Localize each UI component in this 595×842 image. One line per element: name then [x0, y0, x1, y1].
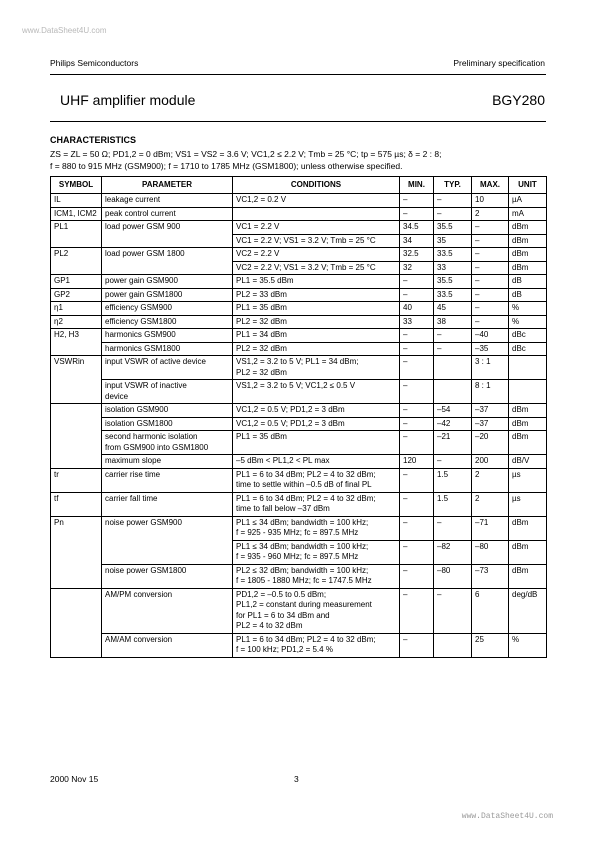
footer-date: 2000 Nov 15	[50, 774, 99, 784]
table-row	[51, 633, 547, 657]
cell-unit: dBm	[509, 564, 547, 588]
cell-typ: 35	[434, 234, 472, 248]
cell-unit: mA	[509, 207, 547, 221]
cell-parameter: AM/AM conversion	[102, 633, 233, 657]
cell-conditions: VC1 = 2.2 V; VS1 = 3.2 V; Tmb = 25 °C	[233, 234, 400, 248]
cell-conditions: VC1,2 = 0.2 V	[233, 194, 400, 208]
cell-conditions: VS1,2 = 3.2 to 5 V; VC1,2 ≤ 0.5 V	[233, 380, 400, 404]
cell-typ: 35.5	[434, 221, 472, 235]
cell-parameter: power gain GSM900	[102, 275, 233, 289]
cell-typ: –	[434, 455, 472, 469]
cell-unit: deg/dB	[509, 588, 547, 633]
watermark-bottom: www.DataSheet4U.com	[461, 812, 553, 821]
cell-unit: dB/V	[509, 455, 547, 469]
cell-unit: dB	[509, 275, 547, 289]
cell-max: 200	[472, 455, 509, 469]
cell-parameter: second harmonic isolation from GSM900 into GSM1800	[102, 431, 233, 455]
col-header-parameter: PARAMETER	[102, 177, 233, 194]
table-row	[51, 207, 547, 221]
cell-min: –	[400, 342, 434, 356]
cell-min: –	[400, 288, 434, 302]
cell-parameter: maximum slope	[102, 455, 233, 469]
cell-min: 34.5	[400, 221, 434, 235]
cell-parameter: carrier rise time	[102, 468, 233, 492]
col-header-typ: TYP.	[434, 177, 472, 194]
header-rule	[50, 74, 546, 75]
cell-unit	[509, 356, 547, 380]
col-header-max: MAX.	[472, 177, 509, 194]
table-row	[51, 275, 547, 289]
cell-max: 10	[472, 194, 509, 208]
table-row	[51, 342, 547, 356]
table-row	[51, 329, 547, 343]
cell-typ: 33	[434, 261, 472, 275]
cell-min: 33	[400, 315, 434, 329]
cell-typ: 35.5	[434, 275, 472, 289]
cell-max: 8 : 1	[472, 380, 509, 404]
cell-min: –	[400, 564, 434, 588]
cell-unit: %	[509, 633, 547, 657]
cell-max: 2	[472, 492, 509, 516]
cell-min: 32.5	[400, 248, 434, 262]
cell-unit	[509, 380, 547, 404]
table-row	[51, 380, 547, 404]
cell-conditions: PL1 = 35 dBm	[233, 431, 400, 455]
cell-max: –73	[472, 564, 509, 588]
cell-parameter: peak control current	[102, 207, 233, 221]
cell-max: 3 : 1	[472, 356, 509, 380]
cell-parameter: AM/PM conversion	[102, 588, 233, 633]
cell-min: –	[400, 540, 434, 564]
cell-conditions: VC2 = 2.2 V	[233, 248, 400, 262]
cell-max: –	[472, 261, 509, 275]
table-row	[51, 516, 547, 540]
cell-unit: dBm	[509, 248, 547, 262]
cell-conditions: PL2 ≤ 32 dBm; bandwidth = 100 kHz; f = 1805 - 1880 MHz; fc = 1747.5 MHz	[233, 564, 400, 588]
conditions-line-2: f = 880 to 915 MHz (GSM900); f = 1710 to 1785 MHz (GSM1800); unless otherwise specified.	[50, 161, 403, 171]
cell-typ	[434, 633, 472, 657]
cell-unit: µs	[509, 468, 547, 492]
cell-min: –	[400, 492, 434, 516]
cell-unit: dBc	[509, 342, 547, 356]
cell-min: –	[400, 431, 434, 455]
cell-symbol: tr	[51, 468, 102, 492]
cell-unit: µs	[509, 492, 547, 516]
cell-min: –	[400, 194, 434, 208]
cell-max: –	[472, 248, 509, 262]
cell-max: –	[472, 288, 509, 302]
cell-min: –	[400, 633, 434, 657]
cell-min: –	[400, 275, 434, 289]
cell-conditions: PL2 = 32 dBm	[233, 315, 400, 329]
cell-conditions: VC1 = 2.2 V	[233, 221, 400, 235]
cell-min: 32	[400, 261, 434, 275]
cell-conditions: PL1 = 6 to 34 dBm; PL2 = 4 to 32 dBm; time to fall below –37 dBm	[233, 492, 400, 516]
watermark-top: www.DataSheet4U.com	[22, 26, 107, 35]
cell-symbol-empty	[51, 588, 102, 657]
col-header-min: MIN.	[400, 177, 434, 194]
table-row	[51, 302, 547, 316]
cell-parameter: efficiency GSM1800	[102, 315, 233, 329]
cell-min: –	[400, 329, 434, 343]
cell-max: –71	[472, 516, 509, 540]
cell-symbol: η1	[51, 302, 102, 316]
cell-conditions: PL1 = 6 to 34 dBm; PL2 = 4 to 32 dBm; f = 100 kHz; PD1,2 = 5.4 %	[233, 633, 400, 657]
table-row	[51, 315, 547, 329]
table-row	[51, 404, 547, 418]
cell-typ: –	[434, 207, 472, 221]
cell-typ: –80	[434, 564, 472, 588]
table-row	[51, 588, 547, 633]
cell-unit: dBm	[509, 221, 547, 235]
cell-unit: dBm	[509, 234, 547, 248]
cell-unit: dBm	[509, 417, 547, 431]
cell-conditions: PD1,2 = –0.5 to 0.5 dBm; PL1,2 = constant during measurement for PL1 = 6 to 34 dBm and PL2 = 4 to 32 dBm	[233, 588, 400, 633]
cell-symbol: PL2	[51, 248, 102, 275]
cell-parameter: power gain GSM1800	[102, 288, 233, 302]
cell-parameter: input VSWR of inactive device	[102, 380, 233, 404]
cell-typ: 1.5	[434, 492, 472, 516]
cell-conditions: PL1 = 35.5 dBm	[233, 275, 400, 289]
table-row	[51, 492, 547, 516]
cell-symbol: Pn	[51, 516, 102, 588]
cell-symbol: PL1	[51, 221, 102, 248]
cell-conditions: VS1,2 = 3.2 to 5 V; PL1 = 34 dBm; PL2 = 32 dBm	[233, 356, 400, 380]
cell-max: –	[472, 315, 509, 329]
cell-parameter: isolation GSM900	[102, 404, 233, 418]
cell-min: –	[400, 207, 434, 221]
cell-unit: dBc	[509, 329, 547, 343]
cell-symbol: η2	[51, 315, 102, 329]
cell-typ: 33.5	[434, 288, 472, 302]
cell-max: –	[472, 275, 509, 289]
cell-conditions: PL2 = 32 dBm	[233, 342, 400, 356]
footer-page-number: 3	[294, 774, 299, 784]
table-header-row	[51, 177, 547, 194]
cell-conditions: PL1 ≤ 34 dBm; bandwidth = 100 kHz; f = 935 - 960 MHz; fc = 897.5 MHz	[233, 540, 400, 564]
table-row	[51, 356, 547, 380]
cell-symbol: ICM1, ICM2	[51, 207, 102, 221]
table-row	[51, 248, 547, 262]
cell-parameter: leakage current	[102, 194, 233, 208]
cell-typ: 38	[434, 315, 472, 329]
cell-typ: –	[434, 194, 472, 208]
cell-parameter: load power GSM 1800	[102, 248, 233, 275]
cell-conditions: VC1,2 = 0.5 V; PD1,2 = 3 dBm	[233, 404, 400, 418]
cell-parameter: noise power GSM1800	[102, 564, 233, 588]
header-doc-type: Preliminary specification	[453, 58, 545, 68]
cell-conditions: PL1 ≤ 34 dBm; bandwidth = 100 kHz; f = 925 - 935 MHz; fc = 897.5 MHz	[233, 516, 400, 540]
cell-max: –37	[472, 404, 509, 418]
cell-conditions: PL1 = 35 dBm	[233, 302, 400, 316]
cell-parameter: efficiency GSM900	[102, 302, 233, 316]
cell-max: –	[472, 302, 509, 316]
cell-unit: dBm	[509, 404, 547, 418]
cell-typ: –	[434, 516, 472, 540]
cell-max: 6	[472, 588, 509, 633]
cell-unit: %	[509, 315, 547, 329]
cell-unit: µA	[509, 194, 547, 208]
section-title: CHARACTERISTICS	[50, 135, 137, 145]
cell-conditions: VC1,2 = 0.5 V; PD1,2 = 3 dBm	[233, 417, 400, 431]
col-header-conditions: CONDITIONS	[233, 177, 400, 194]
cell-typ: –	[434, 588, 472, 633]
cell-min: –	[400, 516, 434, 540]
cell-unit: dBm	[509, 540, 547, 564]
header-company: Philips Semiconductors	[50, 58, 139, 68]
table-row	[51, 417, 547, 431]
col-header-symbol: SYMBOL	[51, 177, 102, 194]
cell-typ: 33.5	[434, 248, 472, 262]
cell-typ: 45	[434, 302, 472, 316]
cell-min: –	[400, 356, 434, 380]
cell-symbol-empty	[51, 404, 102, 469]
cell-parameter: load power GSM 900	[102, 221, 233, 248]
cell-typ: –	[434, 342, 472, 356]
cell-unit: dBm	[509, 431, 547, 455]
cell-parameter: isolation GSM1800	[102, 417, 233, 431]
cell-conditions: PL1 = 6 to 34 dBm; PL2 = 4 to 32 dBm; time to settle within –0.5 dB of final PL	[233, 468, 400, 492]
table-row	[51, 431, 547, 455]
cell-min: –	[400, 588, 434, 633]
cell-max: –	[472, 234, 509, 248]
cell-typ: –	[434, 329, 472, 343]
cell-max: 2	[472, 207, 509, 221]
cell-typ: –54	[434, 404, 472, 418]
cell-parameter: harmonics GSM900	[102, 329, 233, 343]
cell-symbol: GP1	[51, 275, 102, 289]
cell-parameter: input VSWR of active device	[102, 356, 233, 380]
table-row	[51, 468, 547, 492]
characteristics-table	[50, 176, 547, 658]
cell-min: –	[400, 468, 434, 492]
conditions-line-1: ZS = ZL = 50 Ω; PD1,2 = 0 dBm; VS1 = VS2 = 3.6 V; VC1,2 ≤ 2.2 V; Tmb = 25 °C; tp = 575 µs; δ = 2 : 8;	[50, 149, 442, 159]
cell-typ	[434, 356, 472, 380]
product-title: UHF amplifier module	[60, 92, 196, 108]
table-row	[51, 564, 547, 588]
cell-unit: dBm	[509, 516, 547, 540]
cell-max: –35	[472, 342, 509, 356]
cell-min: 120	[400, 455, 434, 469]
title-rule	[50, 121, 546, 122]
cell-conditions: PL2 = 33 dBm	[233, 288, 400, 302]
cell-symbol: H2, H3	[51, 329, 102, 356]
cell-min: 40	[400, 302, 434, 316]
cell-typ: 1.5	[434, 468, 472, 492]
table-row	[51, 221, 547, 235]
cell-max: 2	[472, 468, 509, 492]
cell-max: –	[472, 221, 509, 235]
cell-symbol: VSWRin	[51, 356, 102, 404]
cell-unit: %	[509, 302, 547, 316]
cell-conditions: PL1 = 34 dBm	[233, 329, 400, 343]
cell-min: –	[400, 380, 434, 404]
cell-conditions: VC2 = 2.2 V; VS1 = 3.2 V; Tmb = 25 °C	[233, 261, 400, 275]
cell-symbol: tf	[51, 492, 102, 516]
cell-typ: –42	[434, 417, 472, 431]
cell-min: –	[400, 404, 434, 418]
cell-max: –37	[472, 417, 509, 431]
cell-conditions: –5 dBm < PL1,2 < PL max	[233, 455, 400, 469]
table-row	[51, 288, 547, 302]
cell-max: 25	[472, 633, 509, 657]
cell-min: 34	[400, 234, 434, 248]
cell-unit: dBm	[509, 261, 547, 275]
cell-parameter: harmonics GSM1800	[102, 342, 233, 356]
cell-max: –40	[472, 329, 509, 343]
cell-max: –80	[472, 540, 509, 564]
cell-unit: dB	[509, 288, 547, 302]
cell-symbol: IL	[51, 194, 102, 208]
cell-parameter: noise power GSM900	[102, 516, 233, 564]
part-number: BGY280	[492, 92, 545, 108]
cell-typ	[434, 380, 472, 404]
cell-symbol: GP2	[51, 288, 102, 302]
cell-min: –	[400, 417, 434, 431]
cell-conditions	[233, 207, 400, 221]
cell-parameter: carrier fall time	[102, 492, 233, 516]
col-header-unit: UNIT	[509, 177, 547, 194]
cell-typ: –21	[434, 431, 472, 455]
cell-max: –20	[472, 431, 509, 455]
cell-typ: –82	[434, 540, 472, 564]
table-row	[51, 455, 547, 469]
table-row	[51, 194, 547, 208]
